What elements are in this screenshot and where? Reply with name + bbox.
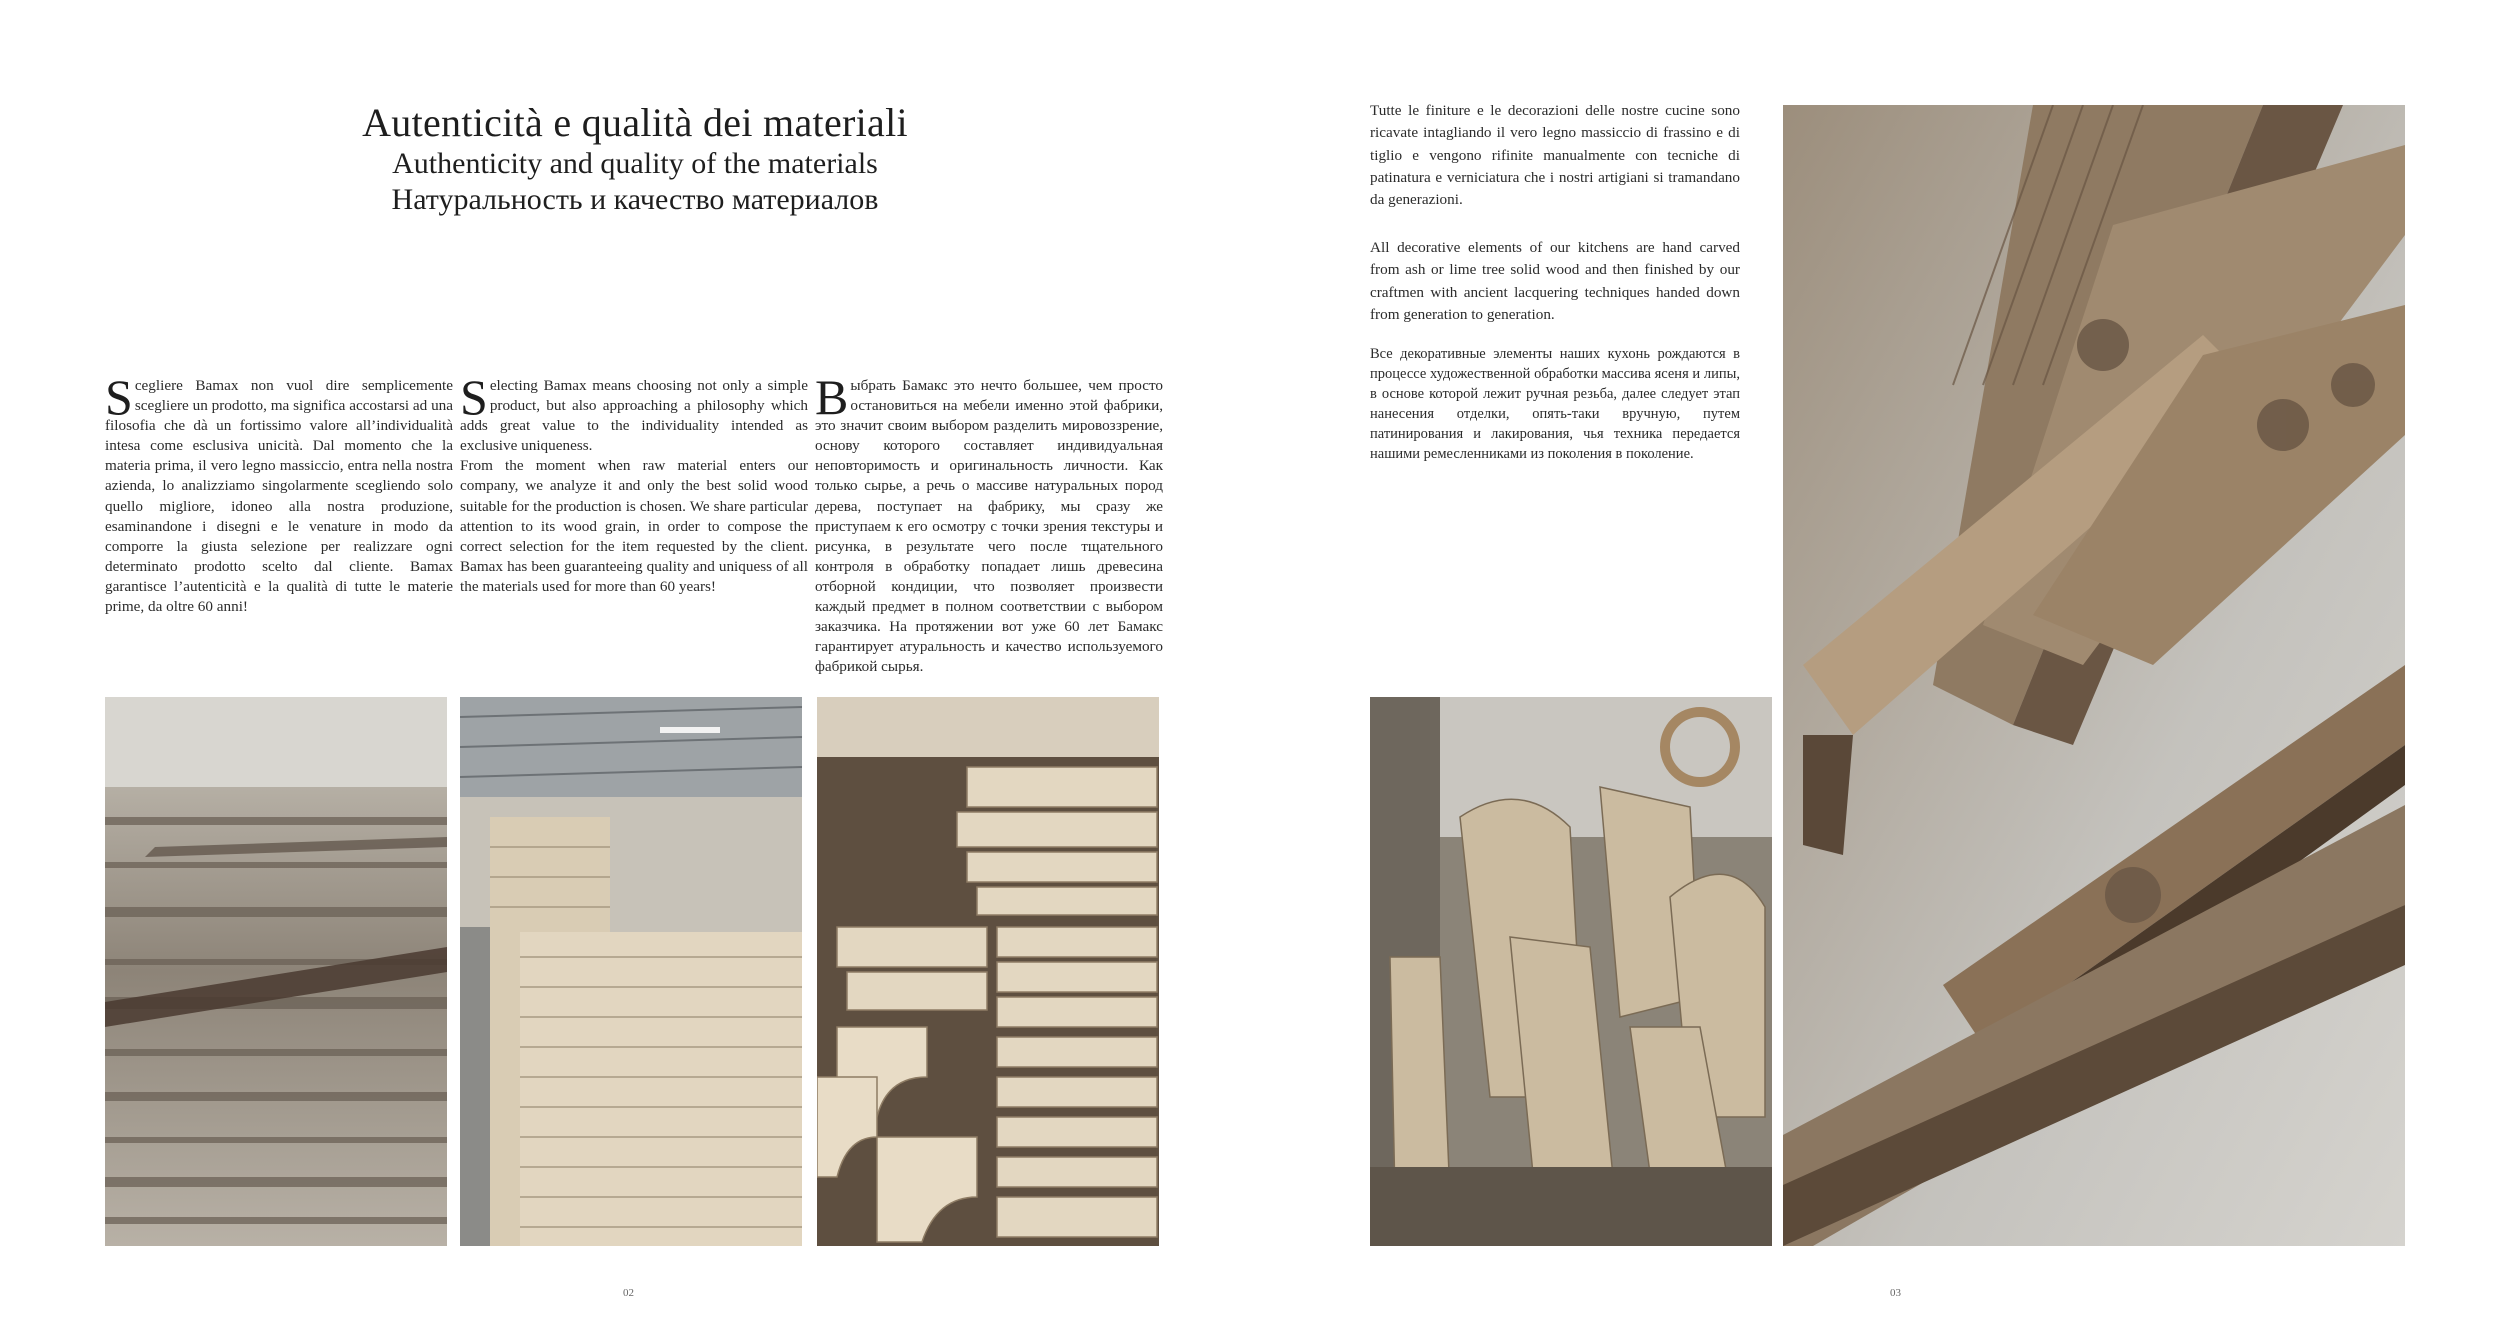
title-block bbox=[360, 100, 910, 218]
photo-workshop-templates bbox=[1370, 697, 1772, 1246]
right-page bbox=[1250, 0, 2500, 1334]
photo-moulding-profiles bbox=[817, 697, 1159, 1246]
body-text: Все декоративные элементы наших кухонь рождаются в процессе художественной обработки массива ясеня и липы, в основе которой лежит ручная резьба, далее следует этап нанесения отделки, опять-таки вручную, путем патинирования и лакирования, чья техника передается нашими ремесленниками из поколения в поколение. bbox=[1370, 346, 1740, 462]
photo-carved-rails bbox=[1783, 105, 2405, 1246]
body-text: electing Bamax means choosing not only a simple product, but also approaching a philosophy which adds great value to the individuality intended as exclusive uniqueness. bbox=[460, 377, 808, 455]
photo-warehouse-stacks bbox=[460, 697, 802, 1246]
text-column-italian bbox=[105, 369, 453, 617]
dropcap: S bbox=[460, 369, 488, 425]
text-italian bbox=[1370, 100, 1740, 211]
text-russian bbox=[1370, 344, 1740, 464]
page-number: 02 bbox=[623, 1287, 634, 1299]
dropcap: S bbox=[105, 369, 133, 425]
body-text: ыбрать Бамакс это нечто большее, чем просто остановиться на мебели именно этой фабрики, это значит своим выбором разделить мировоззрение, основу которого составляет индивидуальная неповторимость и оригинальность личности. Как только сырье, а речь о массиве натуральных пород дерева, поступает на фабрику, мы сразу же приступаем к его осмотру с точки зрения текстуры и рисунка, в результате чего после тщательного контроля в обработку попадает лишь древесина отборной кондиции, что позволяет произвести каждый предмет в полном соответствии с выбором заказчика. На протяжении вот уже 60 лет Бамакс гарантирует атуральность и качество используемого фабрикой сырья. bbox=[815, 377, 1163, 676]
text-column-english bbox=[460, 369, 808, 597]
photo-raw-planks bbox=[105, 697, 447, 1246]
body-text: Tutte le finiture e le decorazioni delle nostre cucine sono ricavate intagliando il vero legno massiccio di frassino e di tiglio e vengono rifinite manualmente con tecniche di patinatura e verniciatura che i nostri artigiani si tramandano da generazioni. bbox=[1370, 102, 1740, 209]
page-title-english: Authenticity and quality of the materials bbox=[392, 147, 878, 180]
page-number: 03 bbox=[1890, 1287, 1901, 1299]
page-title-russian: Натуральность и качество материалов bbox=[391, 183, 879, 216]
page-title-italian: Autenticità e qualità dei materiali bbox=[362, 100, 908, 145]
body-text: All decorative elements of our kitchens are hand carved from ash or lime tree solid wood and then finished by our craftmen with ancient lacquering techniques handed down from generation to generation. bbox=[1370, 239, 1740, 323]
text-english bbox=[1370, 237, 1740, 326]
body-text: From the moment when raw material enters our company, we analyze it and only the best solid wood suitable for the production is chosen. We share particular attention to its wood grain, in order to compose the correct selection for the item requested by the client. Bamax has been guaranteeing quality and uniquess of all the materials used for more than 60 years! bbox=[460, 457, 808, 595]
text-column-russian bbox=[815, 369, 1163, 677]
body-text: cegliere Bamax non vuol dire semplicemente scegliere un prodotto, ma significa accostarsi ad una filosofia che dà un fortissimo valore all’individualità intesa come esclusiva unicità. Dal momento che la materia prima, il vero legno massiccio, entra nella nostra azienda, lo analizziamo singolarmente scegliendo solo quello migliore, idoneo alla nostra produzione, esaminandone i disegni e le venature in modo da comporre la giusta selezione per realizzare ogni determinato prodotto scelto dal cliente. Bamax garantisce l’autenticità e la qualità di tutte le materie prime, da oltre 60 anni! bbox=[105, 377, 453, 616]
dropcap: В bbox=[815, 369, 849, 425]
